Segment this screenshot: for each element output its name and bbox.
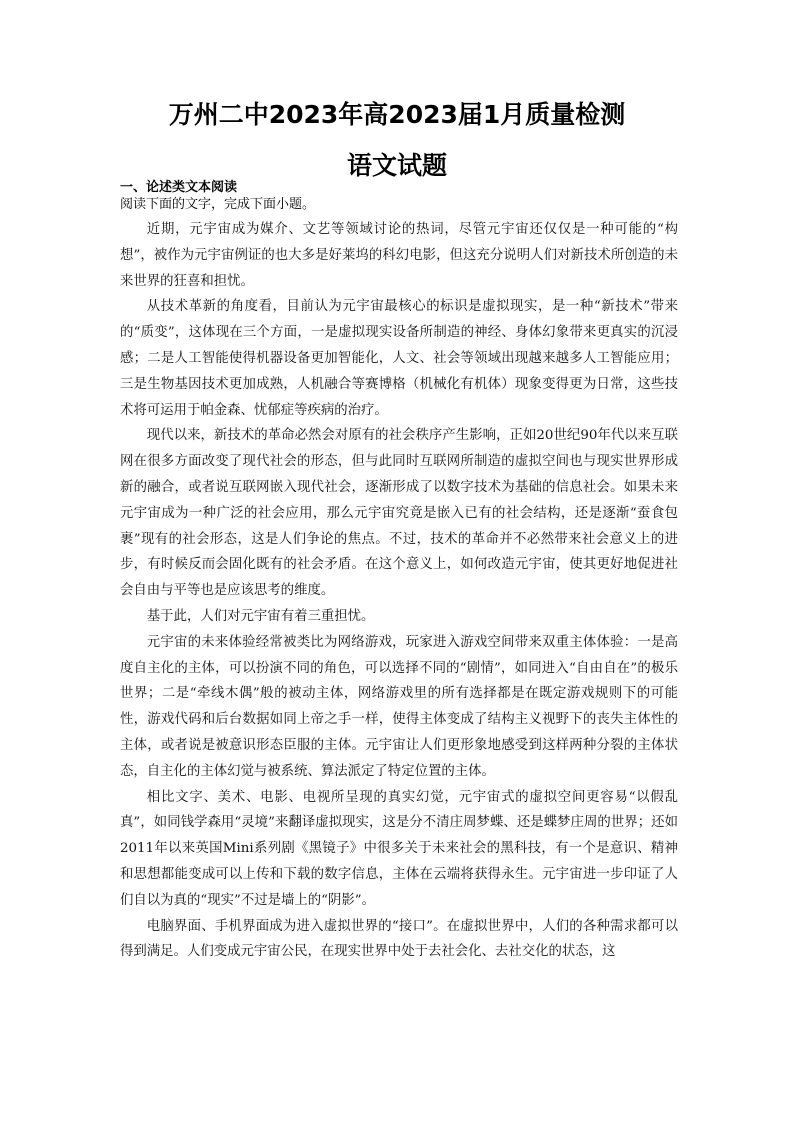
paragraph: 电脑界面、手机界面成为进入虚拟世界的“接口”。在虚拟世界中，人们的各种需求都可以得到满足。人们变成元宇宙公民，在现实世界中处于去社会化、去社交化的状态，这 (120, 918, 678, 960)
article-body (120, 217, 678, 965)
paragraph: 元宇宙的未来体验经常被类比为网络游戏，玩家进入游戏空间带来双重主体体验：一是高度自主化的主体，可以扮演不同的角色，可以选择不同的“剧情”，如同进入“自由自在”的极乐世界；二是“牵线木偶”般的被动主体，网络游戏里的所有选择都是在既定游戏规则下的可能性，游戏代码和后台数据如同上帝之手一样，使得主体变成了结构主义视野下的丧失主体性的主体，或者说是被意识形态臣服的主体。元宇宙让人们更形象地感受到这样两种分裂的主体状态，自主化的主体幻觉与被系统、算法派定了特定位置的主体。 (120, 634, 678, 779)
paragraph: 相比文字、美术、电影、电视所呈现的真实幻觉，元宇宙式的虚拟空间更容易“以假乱真”，如同钱学森用“灵境”来翻译虚拟现实，这是分不清庄周梦蝶、还是蝶梦庄周的世界；还如2011年以来英国Mini系列剧《黑镜子》中很多关于未来社会的黑科技，有一个是意识、精神和思想都能变成可以上传和下载的数字信息，主体在云端将获得永生。元宇宙进一步印证了人们自以为真的“现实”不过是墙上的“阴影”。 (120, 789, 678, 908)
paragraph: 近期，元宇宙成为媒介、文艺等领域讨论的热词，尽管元宇宙还仅仅是一种可能的“构想”，被作为元宇宙例证的也大多是好莱坞的科幻电影，但这充分说明人们对新技术所创造的未来世界的狂喜和担忧。 (120, 222, 678, 289)
document-subtitle: 语文试题 (346, 151, 447, 180)
paragraph: 现代以来，新技术的革命必然会对原有的社会秩序产生影响，正如20世纪90年代以来互联网在很多方面改变了现代社会的形态，但与此同时互联网所制造的虚拟空间也与现实世界形成新的融合，或者说互联网嵌入现代社会，逐渐形成了以数字技术为基础的信息社会。如果未来元宇宙成为一种广泛的社会应用，那么元宇宙究竟是嵌入已有的社会结构，还是逐渐“蚕食包裹”现有的社会形态，这是人们争论的焦点。不过，技术的革命并不必然带来社会意义上的进步，有时候反而会固化既有的社会矛盾。在这个意义上，如何改造元宇宙，使其更好地促进社会自由与平等也是应该思考的维度。 (120, 428, 678, 599)
paragraph: 从技术革新的角度看，目前认为元宇宙最核心的标识是虚拟现实，是一种“新技术”带来的“质变”，这体现在三个方面，一是虚拟现实设备所制造的神经、身体幻象带来更真实的沉浸感；二是人工智能使得机器设备更加智能化，人文、社会等领域出现越来越多人工智能应用；三是生物基因技术更加成熟，人机融合等赛博格（机械化有机体）现象变得更为日常，这些技术将可运用于帕金森、忧郁症等疾病的治疗。 (120, 299, 678, 418)
document-title: 万州二中2023年高2023届1月质量检测 (168, 100, 626, 129)
paragraph: 基于此，人们对元宇宙有着三重担忧。 (146, 608, 375, 624)
instruction-text: 阅读下面的文字，完成下面小题。 (120, 197, 316, 212)
section-heading: 一、论述类文本阅读 (120, 180, 238, 195)
